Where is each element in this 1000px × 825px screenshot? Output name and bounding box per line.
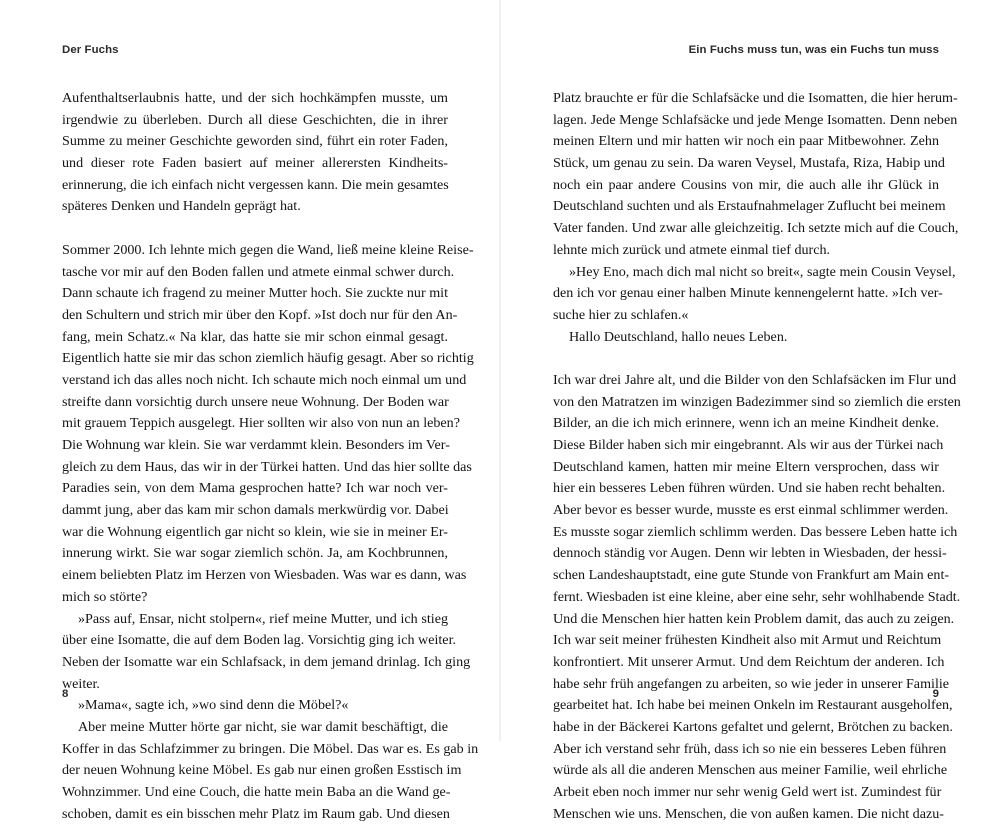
text-line: dammt jung, aber das kam mir schon damals merkwürdig vor. Dabei <box>62 502 449 519</box>
left-page-body <box>62 88 479 825</box>
text-line: habe sehr früh angefangen zu arbeiten, so wie jeder in unserer Familie <box>553 675 950 692</box>
text-line: späteres Denken und Handeln geprägt hat. <box>62 198 301 215</box>
text-line: Ich war drei Jahre alt, und die Bilder von den Schlafsäcken im Flur und <box>553 371 957 388</box>
text-line: hier ein besseres Leben führen würden. Und sie haben recht behalten. <box>553 480 946 497</box>
text-line: Bilder, an die ich mich erinnere, wenn ich an meine Kindheit denke. <box>553 415 939 432</box>
text-line: Eigentlich hatte sie mir das schon ziemlich häufig gesagt. Aber so richtig <box>62 350 474 367</box>
text-line: Summe zu meiner Geschichte geworden sind, führt ein roter Faden, <box>62 133 448 150</box>
text-line: meinen Eltern und mir hatten wir noch ein paar Mitbewohner. Zehn <box>553 133 939 150</box>
text-line: einem beliebten Platz im Herzen von Wiesbaden. Was war es dann, was <box>62 567 467 584</box>
left-page <box>62 0 479 822</box>
text-line: Deutschland suchten und als Erstaufnahmelager Zuflucht bei meinem <box>553 198 946 215</box>
text-line: Neben der Isomatte war ein Schlafsack, in dem jemand drinlag. Ich ging <box>62 653 471 670</box>
page-number-left: 8 <box>62 688 69 700</box>
text-line: Paradies sein, von dem Mama gesprochen hatte? Ich war noch ver- <box>62 480 448 497</box>
text-line: Stück, um genau zu sein. Da waren Veysel, Mustafa, Riza, Habip und <box>553 155 945 172</box>
text-line: tasche vor mir auf den Boden fallen und atmete einmal schwer durch. <box>62 263 455 280</box>
text-line: fang, mein Schatz.« Na klar, das hatte sie mir schon einmal gesagt. <box>62 328 448 345</box>
text-line: Wohnzimmer. Und eine Couch, die hatte mein Baba an die Wand ge- <box>62 784 451 800</box>
paragraph-gap <box>553 348 939 370</box>
text-line: den Schultern und strich mir über den Kopf. »Ist doch nur für den An- <box>62 306 458 323</box>
text-line: Und die Menschen hier hatten kein Problem damit, das auch zu zeigen. <box>553 610 955 627</box>
text-line: dennoch ständig vor Augen. Denn wir lebten in Wiesbaden, der hessi- <box>553 545 947 562</box>
text-line: fernt. Wiesbaden ist eine kleine, aber eine sehr, sehr wohlhabende Stadt. <box>553 588 961 605</box>
text-line: und dieser rote Faden basiert auf meiner allerersten Kindheits- <box>62 155 448 172</box>
running-head-left: Der Fuchs <box>62 44 119 56</box>
text-line: weiter. <box>62 675 100 692</box>
text-line: erinnerung, die ich einfach nicht vergessen kann. Die mein gesamtes <box>62 176 449 193</box>
right-page <box>553 0 961 822</box>
text-line: Platz brauchte er für die Schlafsäcke und die Isomatten, die hier herum- <box>553 90 958 106</box>
text-line: »Pass auf, Ensar, nicht stolpern«, rief meine Mutter, und ich stieg <box>78 610 448 627</box>
text-line: »Mama«, sagte ich, »wo sind denn die Möbel?« <box>78 697 349 714</box>
text-line: schen Landeshauptstadt, eine gute Stunde von Frankfurt am Main ent- <box>553 567 950 584</box>
text-line: mit grauem Teppich ausgelegt. Hier sollten wir also von nun an leben? <box>62 415 460 432</box>
text-line: noch ein paar andere Cousins von mir, die auch alle ihr Glück in <box>553 176 939 193</box>
text-line: Die Wohnung war klein. Sie war verdammt klein. Besonders im Ver- <box>62 437 450 453</box>
text-line: den ich vor genau einer halben Minute kennengelernt hatte. »Ich ver- <box>553 285 943 302</box>
text-line: irgendwie zu überleben. Durch all diese Geschichten, die in ihrer <box>62 111 448 128</box>
text-line: würde als all die anderen Menschen aus meiner Familie, weil ehrliche <box>553 762 948 779</box>
text-line: über eine Isomatte, die auf dem Boden lag. Vorsichtig ging ich weiter. <box>62 632 457 649</box>
text-line: Koffer in das Schlafzimmer zu bringen. Die Möbel. Das war es. Es gab in <box>62 740 479 757</box>
text-line: »Hey Eno, mach dich mal nicht so breit«, sagte mein Cousin Veysel, <box>569 263 956 280</box>
paragraph-gap <box>62 218 448 240</box>
text-line: lehnte mich zurück und atmete einmal tief durch. <box>553 241 831 258</box>
text-line: innerung wirkt. Sie war sogar ziemlich schön. Ja, am Kochbrunnen, <box>62 545 448 562</box>
text-line: war die Wohnung eigentlich gar nicht so klein, wie sie in meiner Er- <box>62 523 448 540</box>
text-line: Vater fanden. Und zwar alle gleichzeitig. Ich setzte mich auf die Couch, <box>553 220 959 237</box>
text-line: Sommer 2000. Ich lehnte mich gegen die Wand, ließ meine kleine Reise- <box>62 241 474 258</box>
running-head-right: Ein Fuchs muss tun, was ein Fuchs tun muss <box>688 44 939 56</box>
text-line: mich so störte? <box>62 588 148 605</box>
text-line: Aber meine Mutter hörte gar nicht, sie war damit beschäftigt, die <box>78 718 448 735</box>
text-line: Aber bevor es besser wurde, musste es erst einmal schlimmer werden. <box>553 502 949 519</box>
text-line: schoben, damit es ein bisschen mehr Platz im Raum gab. Und diesen <box>62 805 450 822</box>
text-line: Aber ich verstand sehr früh, dass ich so nie ein besseres Leben führen <box>553 740 947 757</box>
text-line: habe in der Bäckerei Kartons gefaltet und gelernt, Brötchen zu backen. <box>553 718 953 735</box>
right-page-body <box>553 88 961 825</box>
text-line: Es musste sogar ziemlich schlimm werden. Das bessere Leben hatte ich <box>553 523 958 540</box>
text-line: gleich zu dem Haus, das wir in der Türkei hatten. Und das hier sollte das <box>62 458 472 475</box>
text-line: verstand ich das alles noch nicht. Ich schaute mich noch einmal um und <box>62 371 467 388</box>
text-line: Dann schaute ich fragend zu meiner Mutter hoch. Sie zuckte nur mit <box>62 285 448 302</box>
book-gutter <box>499 0 501 741</box>
text-line: Diese Bilder haben sich mir eingebrannt. Als wir aus der Türkei nach <box>553 437 944 453</box>
text-line: streifte dann vorsichtig durch unsere neue Wohnung. Der Boden war <box>62 393 449 410</box>
text-line: gearbeitet hat. Ich habe bei meinen Onkeln im Restaurant ausgeholfen, <box>553 697 953 714</box>
text-line: suche hier zu schlafen.« <box>553 306 689 323</box>
text-line: lagen. Jede Menge Schlafsäcke und jede Menge Isomatten. Denn neben <box>553 111 958 128</box>
text-line: konfrontiert. Mit unserer Armut. Und dem Reichtum der anderen. Ich <box>553 653 945 670</box>
text-line: Aufenthaltserlaubnis hatte, und der sich hochkämpfen musste, um <box>62 90 448 106</box>
text-line: Deutschland kamen, hatten mir meine Eltern versprochen, dass wir <box>553 458 939 475</box>
text-line: Arbeit eben noch immer nur sehr wenig Geld wert ist. Zumindest für <box>553 784 942 800</box>
text-line: Ich war seit meiner frühesten Kindheit also mit Armut und Reichtum <box>553 632 942 649</box>
text-line: von den Matratzen im winzigen Badezimmer sind so ziemlich die ersten <box>553 393 961 410</box>
text-line: Hallo Deutschland, hallo neues Leben. <box>569 328 788 345</box>
text-line: der neuen Wohnung keine Möbel. Es gab nur einen großen Esstisch im <box>62 762 462 779</box>
text-line: Menschen wie uns. Menschen, die von außen kamen. Die nicht dazu- <box>553 805 944 822</box>
page-number-right: 9 <box>932 688 939 700</box>
